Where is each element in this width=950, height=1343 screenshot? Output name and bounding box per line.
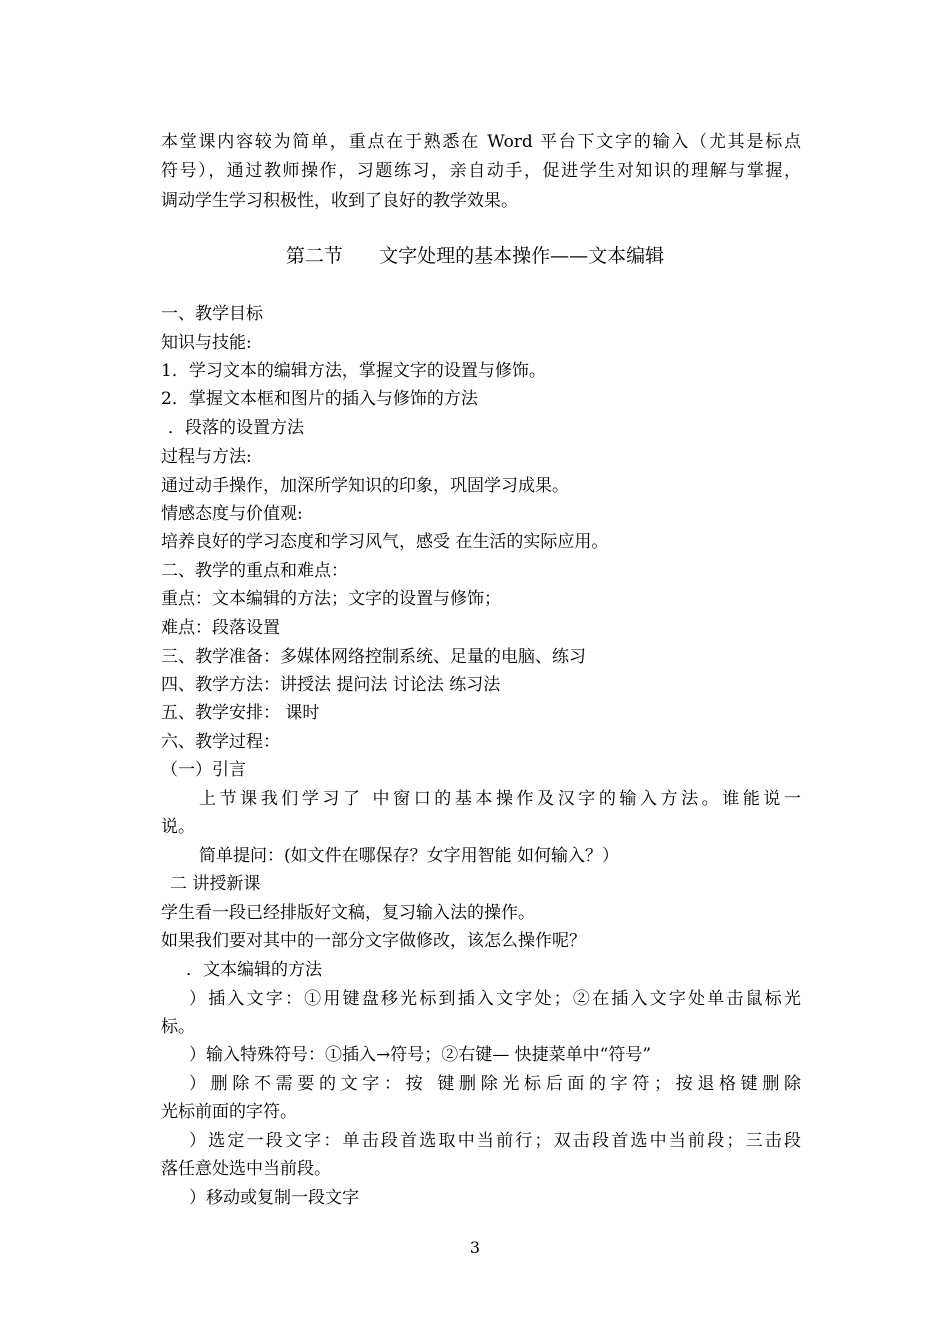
difficulty-text: 难点：段落设置	[161, 618, 280, 638]
delete-text-line-1: ）删除不需要的文字：按 键删除光标后面的字符；按退格键删除	[189, 1074, 801, 1094]
preparation-text: 三、教学准备：多媒体网络控制系统、足量的电脑、练习	[161, 647, 586, 667]
review-text: 学生看一段已经排版好文稿，复习输入法的操作。	[161, 903, 535, 923]
knowledge-item-2: 2．掌握文本框和图片的插入与修饰的方法	[161, 389, 478, 409]
knowledge-skills-label: 知识与技能:	[161, 333, 252, 353]
intro-subheading: （一）引言	[161, 760, 246, 780]
methods-text: 四、教学方法：讲授法 提问法 讨论法 练习法	[161, 675, 501, 695]
select-text-line-1: ）选定一段文字：单击段首选取中当前行；双击段首选中当前段；三击段	[189, 1131, 801, 1151]
intro-review-line-2: 说。	[161, 817, 195, 837]
insert-text-line-1: ）插入文字：①用键盘移光标到插入文字处；②在插入文字处单击鼠标光	[189, 989, 801, 1009]
intro-line-3: 调动学生学习积极性，收到了良好的教学效果。	[161, 191, 518, 211]
select-text-line-2: 落任意处选中当前段。	[161, 1159, 331, 1179]
new-lesson-heading: 二 讲授新课	[170, 874, 261, 894]
attitude-text: 培养良好的学习态度和学习风气，感受 在生活的实际应用。	[161, 532, 609, 552]
insert-text-line-2: 标。	[161, 1017, 195, 1037]
edit-methods-heading: ．文本编辑的方法	[186, 960, 322, 980]
intro-line-2: 符号），通过教师操作，习题练习，亲自动手，促进学生对知识的理解与掌握，	[161, 161, 801, 181]
intro-line-1: 本堂课内容较为简单，重点在于熟悉在 Word 平台下文字的输入（尤其是标点	[161, 132, 801, 152]
page-number: 3	[469, 1238, 481, 1257]
attitude-label: 情感态度与价值观:	[161, 504, 303, 524]
process-method-label: 过程与方法:	[161, 447, 252, 467]
section-heading: 第二节 文字处理的基本操作——文本编辑	[285, 245, 665, 267]
question-text: 如果我们要对其中的一部分文字做修改，该怎么操作呢？	[161, 931, 586, 951]
knowledge-item-3: ．段落的设置方法	[168, 418, 304, 438]
special-symbol-text: ）输入特殊符号：①插入→符号；②右键— 快捷菜单中“符号”	[189, 1045, 652, 1065]
intro-review-line-1: 上节课我们学习了 中窗口的基本操作及汉字的输入方法。谁能说一	[199, 789, 801, 809]
knowledge-item-1: 1．学习文本的编辑方法，掌握文字的设置与修饰。	[161, 361, 546, 381]
schedule-text: 五、教学安排： 课时	[161, 703, 320, 723]
delete-text-line-2: 光标前面的字符。	[161, 1102, 297, 1122]
process-heading: 六、教学过程：	[161, 732, 280, 752]
goal-heading: 一、教学目标	[161, 304, 263, 324]
move-copy-text: ）移动或复制一段文字	[189, 1188, 359, 1208]
key-point-text: 重点：文本编辑的方法；文字的设置与修饰；	[161, 589, 501, 609]
simple-question-text: 简单提问：(如文件在哪保存？女字用智能 如何输入？）	[199, 846, 620, 866]
process-method-text: 通过动手操作，加深所学知识的印象，巩固学习成果。	[161, 476, 569, 496]
key-points-heading: 二、教学的重点和难点：	[161, 561, 348, 581]
